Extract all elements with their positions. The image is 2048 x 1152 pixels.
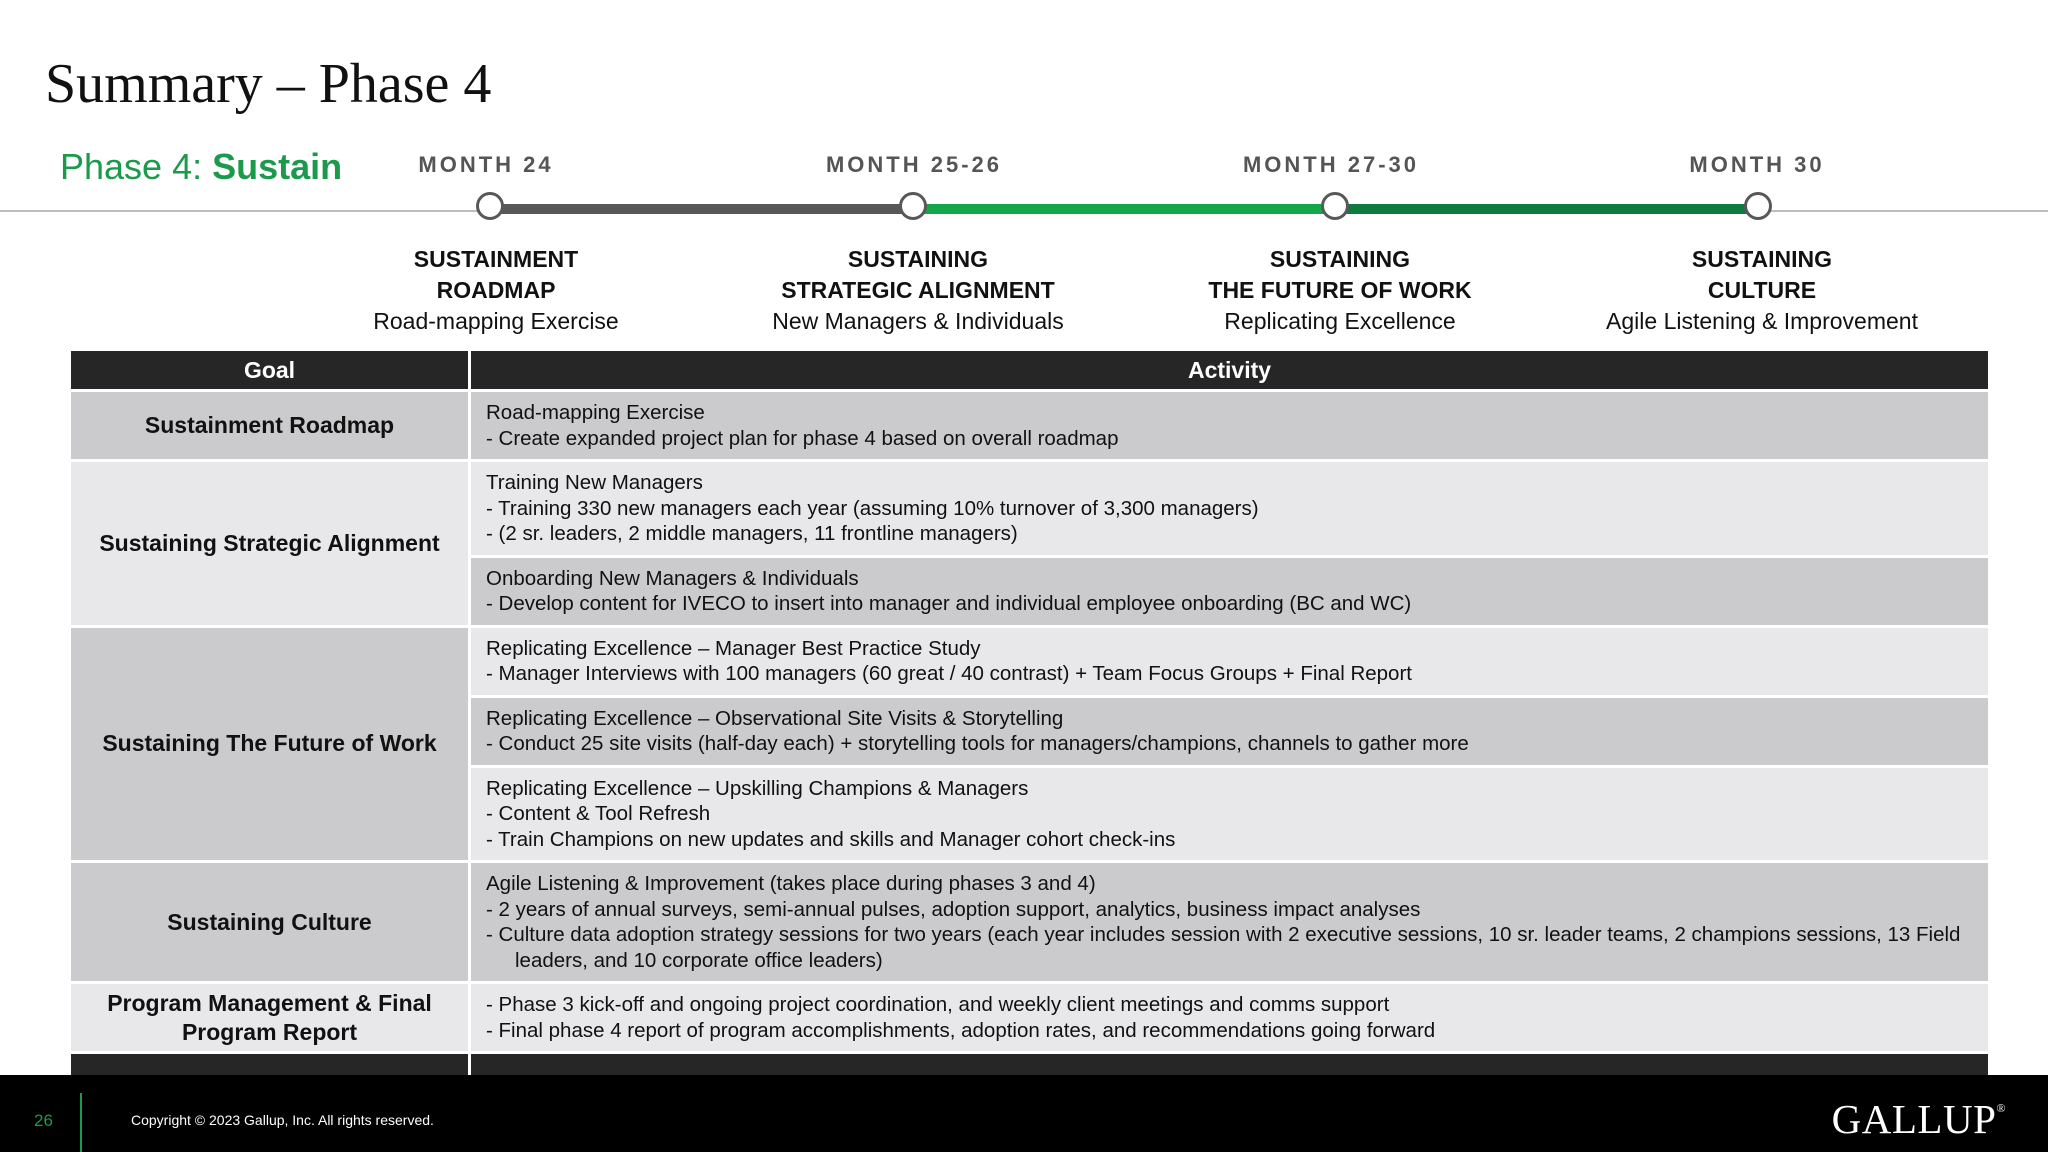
goal-cell: Sustaining Strategic Alignment xyxy=(71,462,468,625)
table-row xyxy=(71,628,1988,695)
activity-heading: Onboarding New Managers & Individuals xyxy=(486,566,859,590)
goal-cell: Sustainment Roadmap xyxy=(71,392,468,459)
timeline-segment-3 xyxy=(1335,204,1758,214)
activity-bullet: - Train Champions on new updates and skills and Manager cohort check-ins xyxy=(486,827,1176,851)
activity-heading: Replicating Excellence – Observational Site Visits & Storytelling xyxy=(486,706,1064,730)
goal-line: Program Management & Final xyxy=(107,989,432,1016)
stage-title: CULTURE xyxy=(1707,277,1817,303)
goal-cell: Sustaining Culture xyxy=(71,863,468,981)
goal-activity-table xyxy=(68,348,1991,1097)
timeline-segment-2 xyxy=(913,204,1335,214)
stage-title: SUSTAINING xyxy=(1269,246,1411,272)
table-row xyxy=(71,863,1988,981)
phase-name: Sustain xyxy=(212,146,343,187)
stage-title: SUSTAINING xyxy=(1691,246,1833,272)
timeline-stage-4 xyxy=(1552,244,1972,337)
stage-subtitle: Road-mapping Exercise xyxy=(373,308,619,334)
activity-bullet: - 2 years of annual surveys, semi-annual pulses, adoption support, analytics, business impact analyses xyxy=(486,897,1421,921)
stage-title: SUSTAINING xyxy=(847,246,989,272)
activity-heading: Road-mapping Exercise xyxy=(486,401,705,424)
timeline-stage-3 xyxy=(1130,244,1550,337)
goal-cell: Sustaining The Future of Work xyxy=(71,628,468,861)
activity-cell xyxy=(471,558,1988,625)
timeline-marker-3 xyxy=(1321,192,1349,220)
activity-cell xyxy=(471,392,1988,459)
activity-cell xyxy=(471,698,1988,765)
stage-title: STRATEGIC ALIGNMENT xyxy=(781,277,1055,303)
stage-title: ROADMAP xyxy=(436,277,556,303)
footer-divider xyxy=(80,1093,82,1152)
timeline-marker-1 xyxy=(476,192,504,220)
activity-bullet: - Final phase 4 report of program accomplishments, adoption rates, and recommendations going forward xyxy=(486,1018,1436,1042)
activity-bullet: - Training 330 new managers each year (assuming 10% turnover of 3,300 managers) xyxy=(486,496,1259,520)
stage-title: THE FUTURE OF WORK xyxy=(1208,277,1472,303)
goal-cell xyxy=(71,984,468,1051)
activity-heading: Agile Listening & Improvement (takes place during phases 3 and 4) xyxy=(486,872,1096,895)
activity-heading: Replicating Excellence – Upskilling Champions & Managers xyxy=(486,776,1029,800)
activity-cell xyxy=(471,863,1988,981)
stage-subtitle: Agile Listening & Improvement xyxy=(1606,308,1918,334)
activity-heading: Training New Managers xyxy=(486,471,703,494)
table-row xyxy=(71,462,1988,555)
stage-subtitle: Replicating Excellence xyxy=(1224,308,1456,334)
activity-bullet: - (2 sr. leaders, 2 middle managers, 11 frontline managers) xyxy=(486,522,1018,545)
phase-prefix: Phase 4: xyxy=(60,146,213,187)
activity-cell xyxy=(471,768,1988,861)
table-header-row xyxy=(71,351,1988,389)
timeline-marker-4 xyxy=(1744,192,1772,220)
activity-cell xyxy=(471,628,1988,695)
activity-bullet: - Culture data adoption strategy sessions for two years (each year includes session with 2 executive sessions, 10 sr. leader teams, 2 champions sessions, 13 Field leaders, and 10 corporate office leaders) xyxy=(486,923,1961,972)
footer-bar xyxy=(0,1075,2048,1152)
activity-bullet: - Content & Tool Refresh xyxy=(486,802,711,825)
stage-subtitle: New Managers & Individuals xyxy=(772,308,1064,334)
activity-line: - Develop content for IVECO to insert into manager and individual employee onboarding (BC and WC) xyxy=(486,592,1412,615)
timeline-month-label: MONTH 24 xyxy=(418,152,554,177)
activity-column-header: Activity xyxy=(471,351,1988,389)
activity-cell xyxy=(471,984,1988,1051)
stage-title: SUSTAINMENT xyxy=(413,246,579,272)
logo-text: GALLUP xyxy=(1831,1096,1997,1142)
activity-line: - Create expanded project plan for phase 4 based on overall roadmap xyxy=(486,426,1119,450)
timeline-month-label: MONTH 30 xyxy=(1689,152,1825,177)
goal-line: Program Report xyxy=(181,1018,358,1045)
copyright-text: Copyright © 2023 Gallup, Inc. All rights reserved. xyxy=(131,1112,434,1128)
timeline-month-label: MONTH 27-30 xyxy=(1242,152,1420,177)
activity-bullet: - Manager Interviews with 100 managers (60 great / 40 contrast) + Team Focus Groups + Final Report xyxy=(486,662,1412,685)
timeline-stage-2 xyxy=(708,244,1128,337)
timeline-marker-2 xyxy=(899,192,927,220)
goal-column-header: Goal xyxy=(71,351,468,389)
timeline-month-label: MONTH 25-26 xyxy=(825,152,1003,177)
activity-heading: Replicating Excellence – Manager Best Practice Study xyxy=(486,636,981,660)
timeline-segment-1 xyxy=(490,204,913,214)
page-number: 26 xyxy=(34,1111,53,1130)
gallup-logo xyxy=(1832,1095,2006,1143)
activity-bullet: - Conduct 25 site visits (half-day each) + storytelling tools for managers/champions, channels to gather more xyxy=(486,732,1469,755)
registered-mark: ® xyxy=(1996,1101,2006,1115)
page-title: Summary – Phase 4 xyxy=(45,53,492,115)
activity-cell xyxy=(471,462,1988,555)
table-row xyxy=(71,392,1988,459)
activity-bullet: - Phase 3 kick-off and ongoing project coordination, and weekly client meetings and comms support xyxy=(486,993,1390,1016)
table-row xyxy=(71,984,1988,1051)
timeline-stage-1 xyxy=(286,244,706,337)
phase-label xyxy=(60,146,342,188)
